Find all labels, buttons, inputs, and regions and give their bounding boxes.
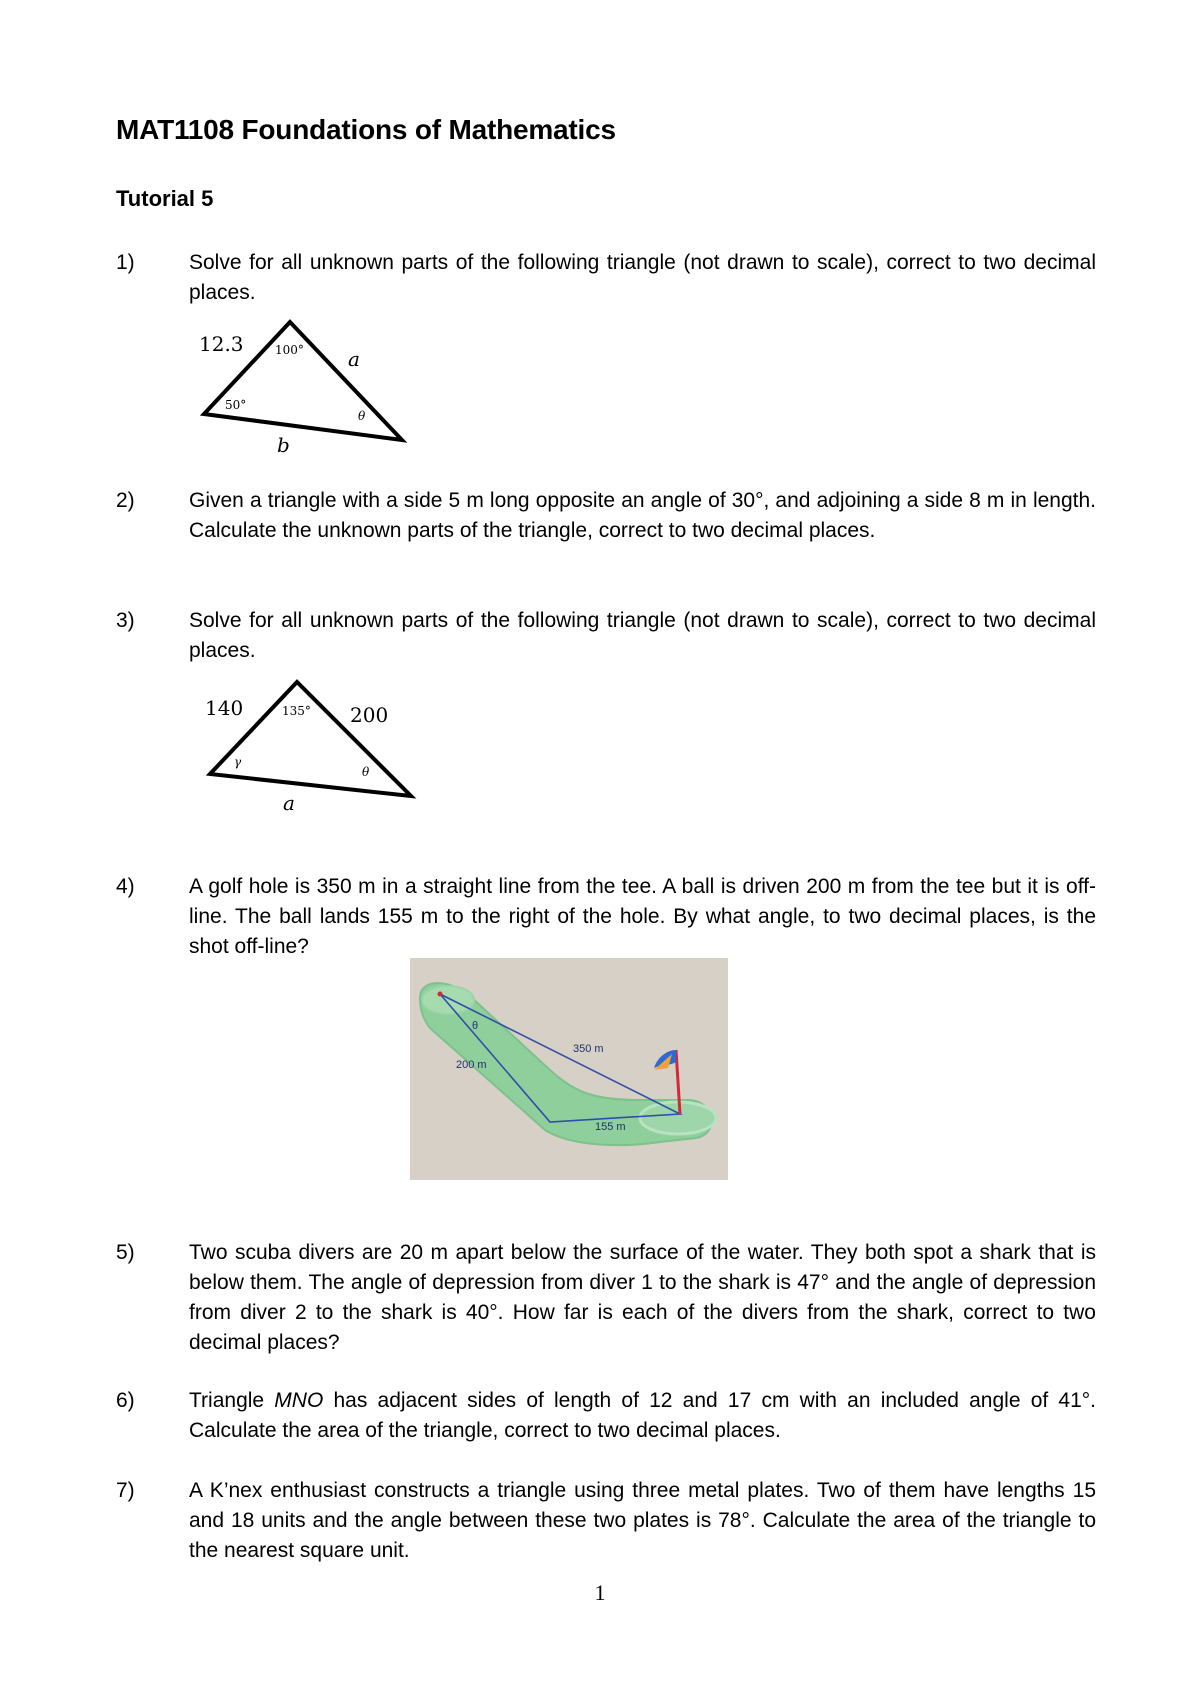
question-6-triangle-name: MNO [274, 1389, 324, 1412]
question-2 [116, 486, 1096, 546]
question-5 [116, 1238, 1096, 1358]
fig1-side-bottom: b [277, 433, 290, 457]
question-6 [116, 1386, 1096, 1446]
question-number: 5) [116, 1241, 135, 1264]
question-text: Solve for all unknown parts of the following triangle (not drawn to scale), correct to two decimal places. [189, 609, 1096, 662]
page-number: 1 [594, 1580, 606, 1605]
golf-tee-to-hole-label: 350 m [573, 1043, 604, 1055]
question-text: Given a triangle with a side 5 m long opposite an angle of 30°, and adjoining a side 8 m in length. Calculate the unknown parts of the triangle, correct to two decimal places. [189, 489, 1096, 542]
golf-ball-to-hole-label: 155 m [595, 1121, 626, 1133]
question-text: A K’nex enthusiast constructs a triangle using three metal plates. Two of them have lengths 15 and 18 units and the angle between these two plates is 78°. Calculate the area of the triangle to the nearest square unit. [189, 1479, 1096, 1562]
question-3 [116, 606, 1096, 666]
question-7 [116, 1476, 1096, 1566]
question-number: 3) [116, 609, 135, 632]
question-text: Solve for all unknown parts of the following triangle (not drawn to scale), correct to two decimal places. [189, 251, 1096, 304]
question-number: 4) [116, 875, 135, 898]
fig3-angle-top: 135° [282, 704, 311, 718]
triangle-figure-3 [190, 670, 430, 820]
question-text: A golf hole is 350 m in a straight line from the tee. A ball is driven 200 m from the tee but it is off-line. The ball lands 155 m to the right of the hole. By what angle, to two decimal places, is the shot off-line? [189, 875, 1096, 958]
question-4 [116, 872, 1096, 962]
question-number: 2) [116, 489, 135, 512]
fig1-angle-left: 50° [225, 398, 247, 412]
fig3-angle-left: γ [234, 755, 242, 769]
golf-hole-photo [410, 958, 728, 1180]
fig1-angle-right: θ [358, 409, 366, 423]
question-text: Two scuba divers are 20 m apart below the surface of the water. They both spot a shark that is below them. The angle of depression from diver 1 to the shark is 47° and the angle of depression from diver 2 to the shark is 40°. How far is each of the divers from the shark, correct to two decimal places? [189, 1241, 1096, 1354]
question-number: 6) [116, 1389, 135, 1412]
tee-box [422, 986, 474, 1014]
golf-tee-to-ball-label: 200 m [456, 1059, 487, 1071]
fig1-side-right: a [348, 347, 360, 371]
golf-angle-label: θ [472, 1020, 479, 1032]
question-6-text-a: Triangle [189, 1389, 275, 1412]
question-text [189, 1386, 1096, 1446]
fig1-side-left: 12.3 [199, 332, 244, 356]
fig3-angle-right: θ [362, 765, 370, 779]
question-6-text-b: has adjacent sides of length of 12 and 17 cm with an included angle of 41°. Calculate the area of the triangle, correct to two decimal places. [189, 1389, 1096, 1442]
question-number: 7) [116, 1479, 135, 1502]
question-number: 1) [116, 251, 135, 274]
tee-marker [438, 992, 443, 997]
fig3-side-left: 140 [205, 696, 244, 720]
question-1 [116, 248, 1096, 308]
fig3-side-right: 200 [350, 703, 389, 727]
tutorial-heading: Tutorial 5 [116, 186, 214, 211]
fig3-side-bottom: a [283, 791, 295, 815]
green [640, 1102, 716, 1134]
page-title: MAT1108 Foundations of Mathematics [116, 114, 616, 145]
fig1-angle-top: 100° [275, 343, 304, 357]
triangle-figure-1 [180, 310, 420, 460]
